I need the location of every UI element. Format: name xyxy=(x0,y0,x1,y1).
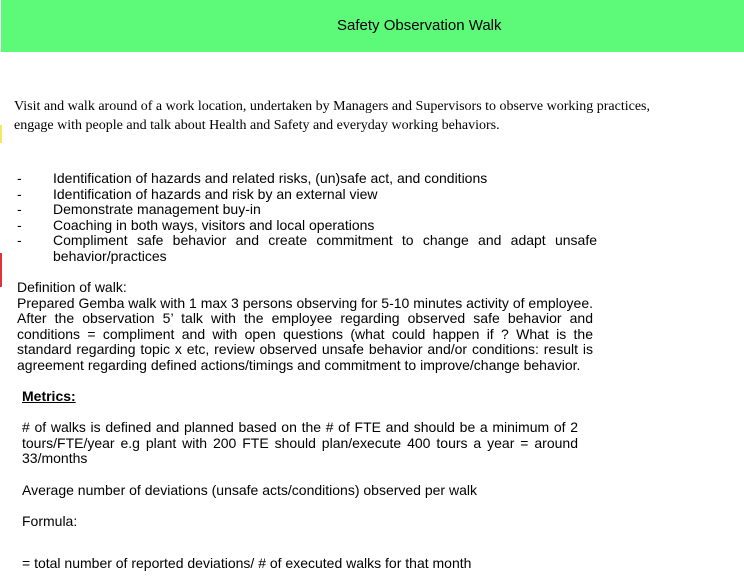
list-item-text: Coaching in both ways, visitors and local operations xyxy=(53,216,375,233)
list-item xyxy=(17,187,597,203)
dash-bullet: - xyxy=(17,185,22,202)
list-item-text: Demonstrate management buy-in xyxy=(53,201,261,218)
formula-label: Formula: xyxy=(22,513,78,529)
formula-text: = total number of reported deviations/ # of executed walks for that month xyxy=(22,555,472,571)
margin-marker-yellow xyxy=(0,125,2,143)
list-item xyxy=(17,218,597,234)
margin-marker-red xyxy=(0,253,2,287)
deviations-metric-text: Average number of deviations (unsafe acts/conditions) observed per walk xyxy=(22,482,477,498)
intro-line-2: engage with people and talk about Health and Safety and everyday working behaviors. xyxy=(14,118,500,133)
definition-body: Prepared Gemba walk with 1 max 3 persons observing for 5-10 minutes activity of employee. After the observation 5’ talk with the employee regarding observed safe behavior and conditions = compliment and with open questions (what could happen if ? What is the standard regarding topic x etc, review observed unsafe behavior and/or conditions: result is agreement regarding defined actions/timings and commitment to improve/change behavior. xyxy=(17,294,593,373)
walks-metric-text: # of walks is defined and planned based on the # of FTE and should be a minimum of 2 tours/FTE/year e.g plant with 200 FTE should plan/execute 400 tours a year = around 33/months xyxy=(22,419,578,467)
list-item-text: Identification of hazards and related risks, (un)safe act, and conditions xyxy=(53,170,488,186)
list-item-text: Identification of hazards and risk by an external view xyxy=(53,185,378,202)
dash-bullet: - xyxy=(17,201,22,218)
page-title: Safety Observation Walk xyxy=(337,17,502,34)
metrics-heading: Metrics: xyxy=(22,388,76,404)
objectives-list xyxy=(17,171,597,265)
list-item-text: Compliment safe behavior and create commitment to change and adapt unsafe behavior/practices xyxy=(53,232,597,264)
title-bar xyxy=(1,0,744,52)
intro-line-1: Visit and walk around of a work location, undertaken by Managers and Supervisors to observe working practices, xyxy=(14,99,650,114)
dash-bullet: - xyxy=(17,216,22,233)
dash-bullet: - xyxy=(17,170,22,186)
dash-bullet: - xyxy=(17,232,22,249)
definition-heading: Definition of walk: xyxy=(17,279,127,295)
list-item xyxy=(17,233,597,264)
list-item xyxy=(17,202,597,218)
intro-paragraph xyxy=(14,97,674,135)
list-item xyxy=(17,171,597,187)
definition-section xyxy=(17,280,593,374)
